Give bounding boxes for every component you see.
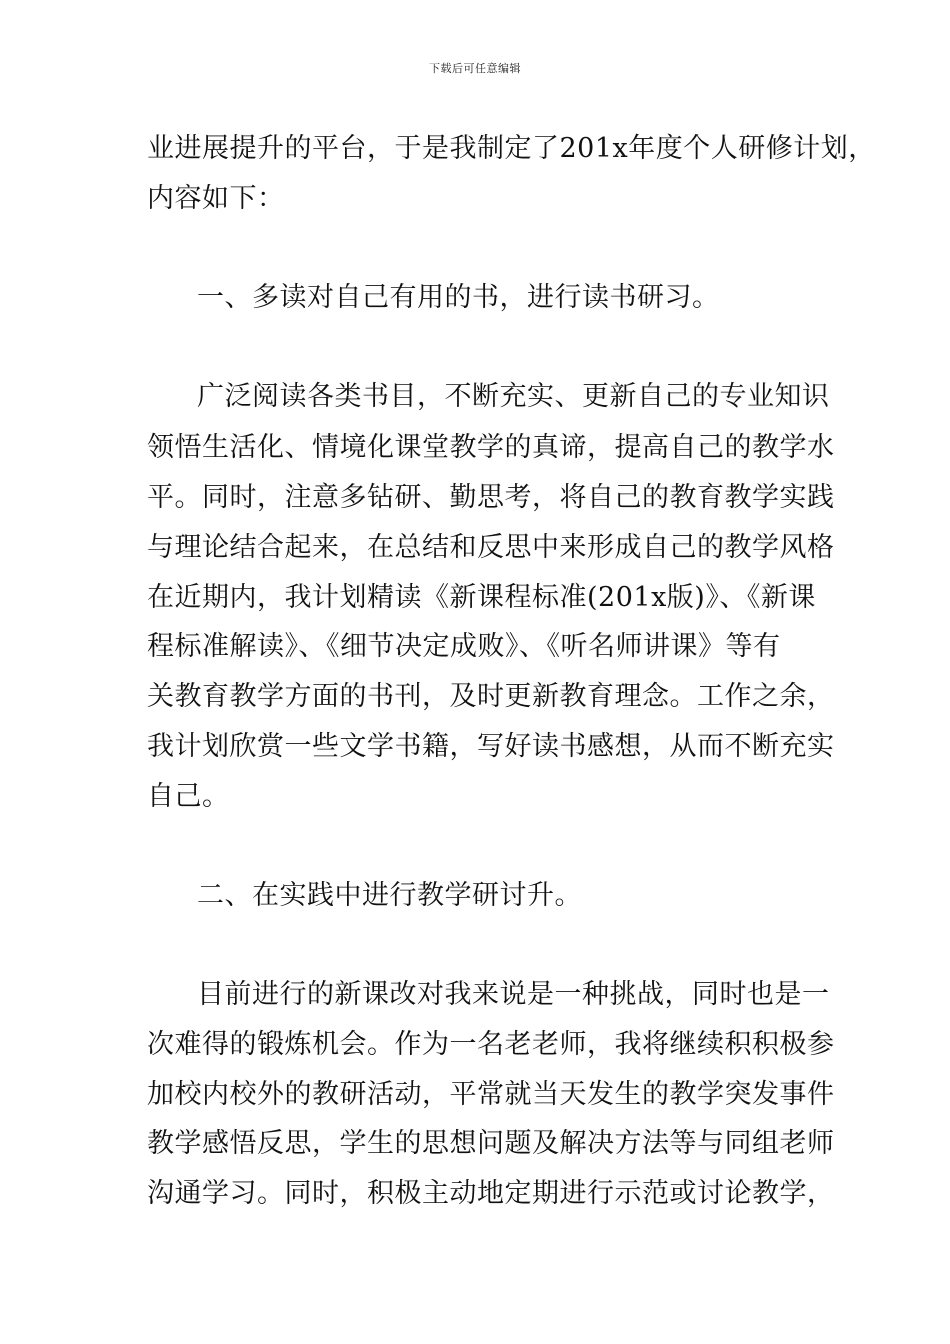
text-line: 教学感悟反思，学生的思想问题及解决方法等与同组老师 <box>147 1128 835 1159</box>
text-line: 关教育教学方面的书刊，及时更新教育理念。工作之余， <box>147 681 835 712</box>
text-line: 沟通学习。同时，积极主动地定期进行示范或讨论教学， <box>147 1178 835 1209</box>
text-line: 业进展提升的平台，于是我制定了201x年度个人研修计划， <box>147 133 876 164</box>
text-line: 在近期内，我计划精读《新课程标准(201x版)》、《新课 <box>147 582 816 613</box>
text-line: 我计划欣赏一些文学书籍，写好读书感想，从而不断充实 <box>147 731 835 762</box>
text-line: 自己。 <box>147 781 230 812</box>
text-line: 目前进行的新课改对我来说是一种挑战，同时也是一 <box>197 979 830 1010</box>
section-heading-2: 二、在实践中进行教学研讨升。 <box>197 880 582 911</box>
text-line: 广泛阅读各类书目，不断充实、更新自己的专业知识 <box>197 381 830 412</box>
text-line: 程标准解读》、《细节决定成败》、《听名师讲课》等有 <box>147 631 781 662</box>
section-heading-1: 一、多读对自己有用的书，进行读书研习。 <box>197 282 720 313</box>
page-header: 下载后可任意编辑 <box>429 62 521 75</box>
text-line: 领悟生活化、情境化课堂教学的真谛，提高自己的教学水 <box>147 432 835 463</box>
text-line: 加校内校外的教研活动，平常就当天发生的教学突发事件 <box>147 1079 835 1110</box>
text-line: 次难得的锻炼机会。作为一名老老师，我将继续积积极参 <box>147 1029 835 1060</box>
text-line: 与理论结合起来，在总结和反思中来形成自己的教学风格 <box>147 532 835 563</box>
text-line: 内容如下： <box>147 183 285 214</box>
text-line: 平。同时，注意多钻研、勤思考，将自己的教育教学实践 <box>147 482 835 513</box>
